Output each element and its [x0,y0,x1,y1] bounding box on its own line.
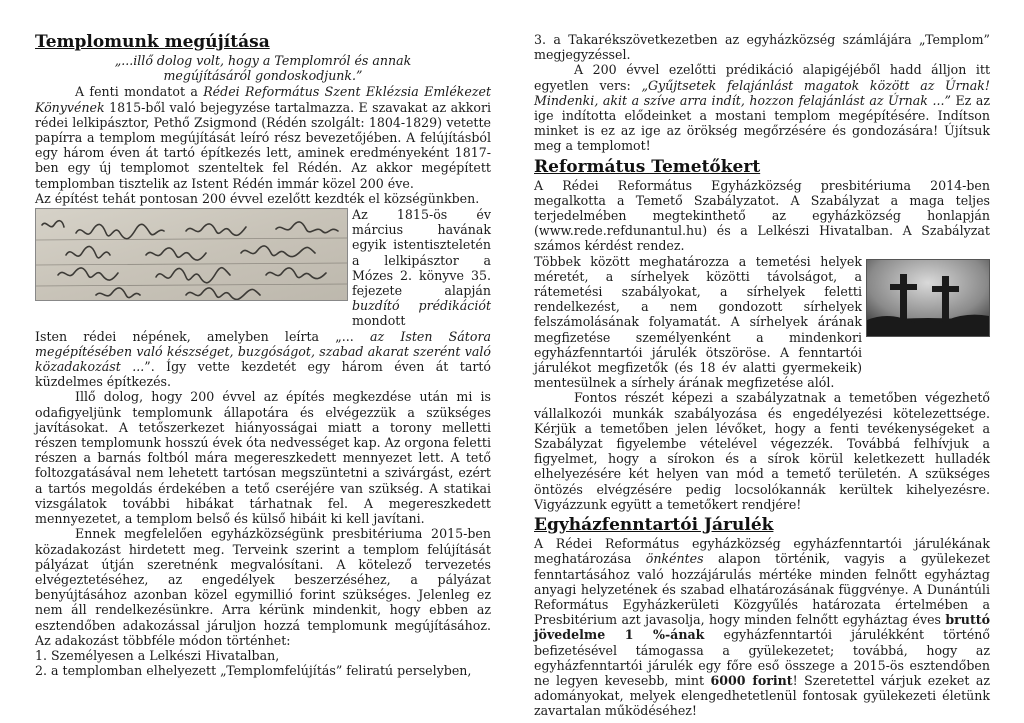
paragraph-grave-sites: Többek között meghatározza a temetési helyek méretét, a sírhelyek közötti távolságot, a rátemetési szabályokat, a sírhelyek feletti rendelkezést, a nem gondozott sírhelyek felszámolásának folyamatát. A sírhelyek árának megfizetése személyenként a mindenkori egyházfenntartói járulék ötszöröse. A fenntartói járulékot megfizetők (és 18 év alatti gyermekeik) mentesülnek a sírhely árának megfizetése alól. [534,253,862,391]
article-title-church-tax: Egyházfenntartói Járulék [534,515,774,536]
manuscript-block [35,207,491,329]
donation-methods-list [35,648,491,678]
list-item: 2. a templomban elhelyezett „Templomfelújítás” feliratú perselyben, [35,663,472,679]
paragraph-bible-verse: A 200 évvel ezelőtti prédikáció alapigéjéből hadd álljon itt egyetlen vers: „Gyűjtsetek felajánlást magatok között az Úrnak! Mindenki, akit a szíve arra indít, hozzon felajánlást az Úrnak ...” Ez az ige indította elődeinket a mostani templom megépítésére. Indítson minket is ez az ige az örökség megőrzésére és gondozására! Újítsuk meg a templomot! [534,62,991,154]
right-column [534,32,990,719]
list-item: 1. Személyesen a Lelkészi Hivatalban, [35,647,280,663]
article-title-church-renewal: Templomunk megújítása [35,32,270,52]
epigraph-quote: „...illő dolog volt, hogy a Templomról és annak megújításáról gondoskodjunk.” [114,53,412,84]
paragraph-contractors: Fontos részét képezi a szabályzatnak a temetőben végezhető vállalkozói munkák szabályozása és engedélyezési kötelezettsége. Kérjük a temetőben jelen lévőket, hogy a fenti tevékenységeket a Szabályzat figyelembe vételével végezzék. Továbbá felhívjuk a figyelmet, hogy a sírokon és a sírok körül keletkezett hulladék elhelyezésére két helyen van mód a temető területén. A szükséges öntözés elvégzésére pedig locsolókannák kerültek kihelyezésre. Vigyázzunk együtt a temetőkert rendjére! [534,390,990,512]
paragraph-intro: A fenti mondatot a Rédei Református Szent Eklézsia Emlékezet Könyvének 1815-ből való bejegyzése tartalmazza. E szavakat az akkori rédei lelkipásztor, Pethő Zsigmond (Rédén szolgált: 1804-1829) vetette papírra a templom megújítását leíró rész bevezetőjében. A felújításból egy három éven át tartó építkezés lett, aminek eredményeként 1817-ben egy új templomot szenteltek fel Rédén. Az akkor megépített templomban tisztelik az Istent Rédén immár közel 200 éve. [35,84,492,191]
paragraph-fundraising: Ennek megfelelően egyházközségünk presbitériuma 2015-ben közadakozást hirdetett meg. Terveink szerint a templom felújítását pályázat útján szeretnénk megvalósítani. A kötelező tervezetés elvégeztetéséhez, az engedélyek beszerzéséhez, a pályázat benyújtásához azonban közel egymillió forint szükséges. Jelenleg ez nem áll rendelkezésünkre. Arra kérünk mindenkit, hogy ebben az esztendőben adakozással járuljon hozzá templomunk megújításához. Az adakozást többféle módon történhet: [35,526,491,648]
left-column [35,32,491,678]
paragraph-march-1815: Az 1815-ös év március havának egyik istentiszteletén a lelkipásztor a Mózes 2. könyve 35. fejezete alapján buzdító prédikációt mondott [352,207,491,329]
cemetery-crosses-photo [866,259,990,337]
cemetery-block [534,254,990,391]
paragraph-construction-start: Az építést tehát pontosan 200 évvel ezelőtt kezdték el községünkben. [35,190,480,206]
paragraph-church-tax: A Rédei Református egyházközség egyházfenntartói járulékának meghatározása önkéntes alapon történik, vagyis a gyülekezet fenntartásához való hozzájárulás mértéke minden felnőtt egyháztag anyagi helyzetének és szabad elhatározásának függvénye. A Dunántúli Református Egyházkerületi Közgyűlés határozata értelmében a Presbitérium azt javasolja, hogy minden felnőtt egyháztag éves bruttó jövedelme 1 %-ának egyházfenntartói járulékként történő befizetésével támogassa a gyülekezetet; továbbá, hogy az egyházfenntartói járulék egy főre eső összege a 2015-ös esztendőben ne legyen kevesebb, mint 6000 forint! Szeretettel várjuk ezeket az adományokat, melyek elengedhetetlenül fontosak gyülekezeti életünk zavartalan működéséhez! [534,536,991,719]
manuscript-photo [35,208,348,301]
list-item-bank: 3. a Takarékszövetkezetben az egyházközség számlájára „Templom” megjegyzéssel. [534,32,990,63]
article-title-cemetery: Református Temetőkert [534,156,761,177]
paragraph-repairs: Illő dolog, hogy 200 évvel az építés megkezdése után mi is odafigyeljünk templomunk állapotára és elvégezzük a szükséges javításokat. A tetőszerkezet hiányosságai miatt a torony melletti részen templomunk hosszú évek óta nedvességet kap. Az orgona feletti részen a barnás foltból mára megereszkedett mennyezet lett. A tető foltozgatásával nem lehetett tartósan megszüntetni a szivárgást, ezért a tartós megoldás érdekében a tető cseréjére van szükség. A statikai vizsgálatok további hibákat tárhatnak fel. A megereszkedett mennyezetet, a templom belső és külső hibáit ki kell javítani. [35,389,491,527]
paragraph-sermon: Isten rédei népének, amelyben leírta „... az Isten Sátora megépítésében való készséget, buzgóságot, szabad akarat szerént való közadakozást ...”. Így vette kezdetét egy három éven át tartó küzdelmes építkezés. [35,328,492,390]
paragraph-cemetery-rules: A Rédei Református Egyházközség presbitériuma 2014-ben megalkotta a Temető Szabályzatot. A Szabályzat a maga teljes terjedelmében megtekinthető az egyházközség honlapján (www.rede.refdunantul.hu) és a Lelkészi Hivatalban. A Szabályzat számos kérdést rendez. [534,177,990,254]
